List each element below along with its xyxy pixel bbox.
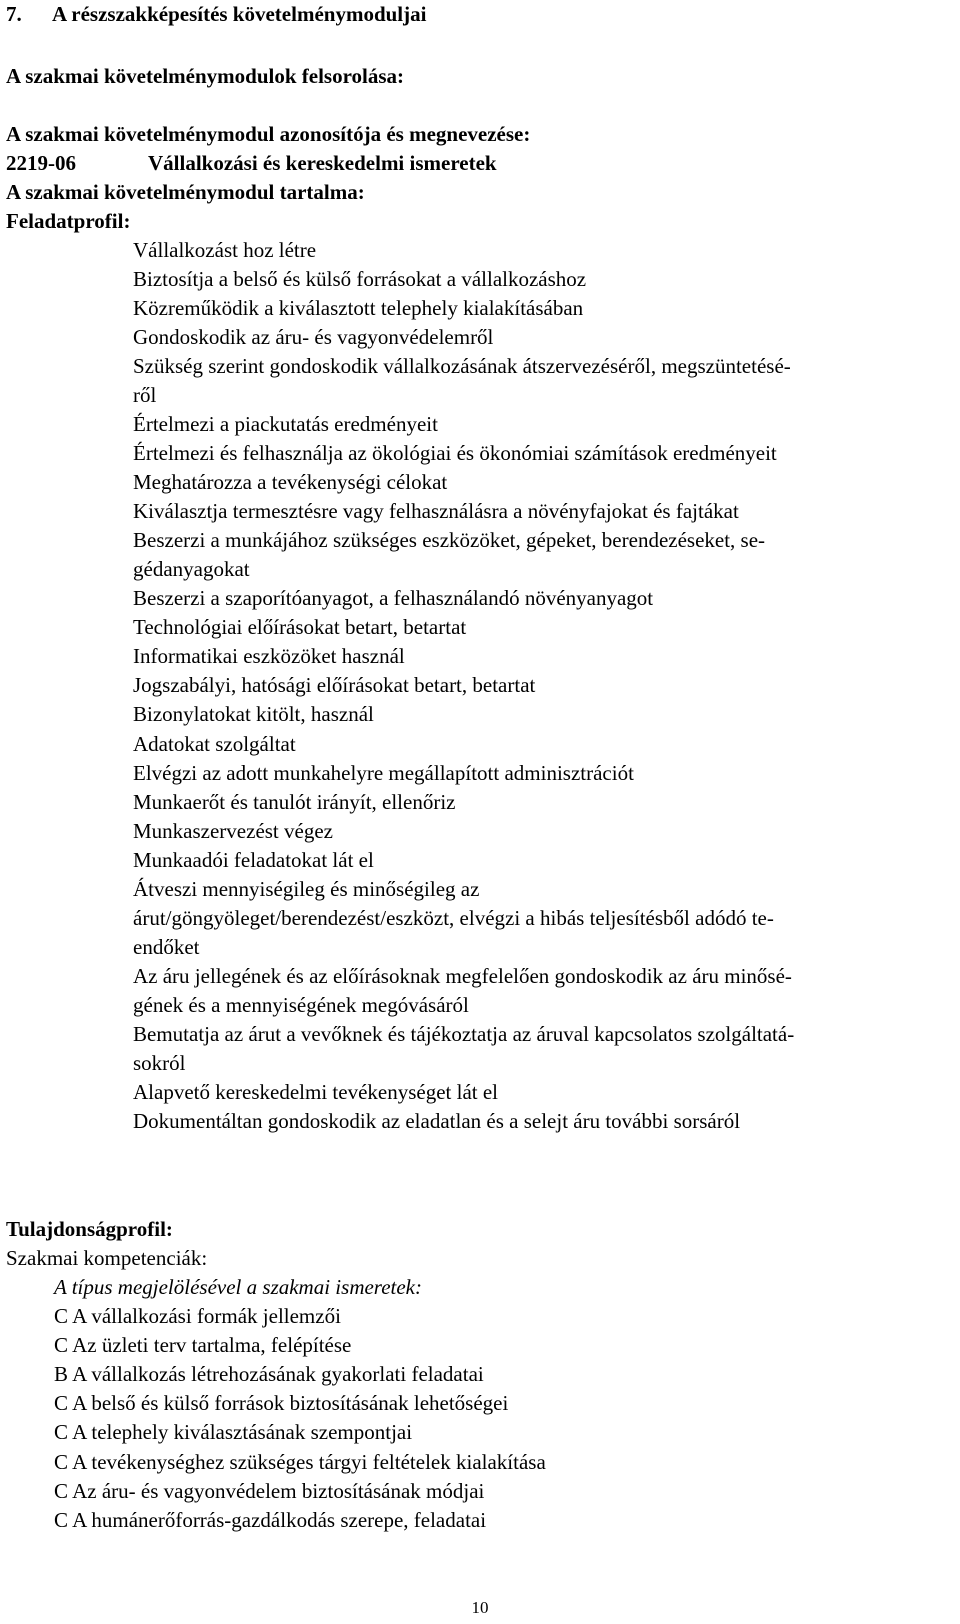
task-line: Munkaszervezést végez [133, 819, 333, 843]
task-line: Értelmezi és felhasználja az ökológiai és ökonómiai számítások eredményeit [133, 441, 777, 465]
task-line: Vállalkozást hoz létre [133, 238, 317, 262]
task-profile-heading: Feladatprofil: [6, 209, 131, 233]
task-line: Biztosítja a belső és külső forrásokat a vállalkozáshoz [133, 267, 587, 291]
task-line: Adatokat szolgáltat [133, 732, 296, 756]
task-line: Dokumentáltan gondoskodik az eladatlan és a selejt áru további sorsáról [133, 1109, 741, 1133]
knowledge-item: B A vállalkozás létrehozásának gyakorlati feladatai [54, 1362, 484, 1386]
task-line: árut/göngyöleget/berendezést/eszközt, elvégzi a hibás teljesítésből adódó te- [133, 906, 774, 930]
module-list-heading: A szakmai követelménymodulok felsorolása: [6, 64, 405, 88]
task-line: endőket [133, 935, 200, 959]
task-line: Átveszi mennyiségileg és minőségileg az [133, 877, 480, 901]
task-line: Munkaadói feladatokat lát el [133, 848, 374, 872]
task-line: Szükség szerint gondoskodik vállalkozásának átszervezéséről, megszüntetésé- [133, 354, 791, 378]
task-line: Közreműködik a kiválasztott telephely kialakításában [133, 296, 584, 320]
property-profile-heading: Tulajdonságprofil: [6, 1217, 173, 1241]
task-line: Meghatározza a tevékenységi célokat [133, 470, 448, 494]
task-line: Az áru jellegének és az előírásoknak megfelelően gondoskodik az áru minősé- [133, 964, 792, 988]
section-heading [6, 2, 426, 26]
knowledge-item: C A belső és külső források biztosításának lehetőségei [54, 1391, 509, 1415]
task-line: Kiválasztja termesztésre vagy felhasználásra a növényfajokat és fajtákat [133, 499, 739, 523]
knowledge-intro: A típus megjelölésével a szakmai ismeretek: [54, 1275, 422, 1299]
task-line: Alapvető kereskedelmi tevékenységet lát el [133, 1080, 499, 1104]
task-line: Beszerzi a munkájához szükséges eszközöket, gépeket, berendezéseket, se- [133, 528, 766, 552]
knowledge-item: C A humánerőforrás-gazdálkodás szerepe, feladatai [54, 1508, 487, 1532]
competencies-subheading: Szakmai kompetenciák: [6, 1246, 208, 1270]
task-line: Technológiai előírásokat betart, betartat [133, 615, 467, 639]
task-line: Gondoskodik az áru- és vagyonvédelemről [133, 325, 494, 349]
module-name: Vállalkozási és kereskedelmi ismeretek [148, 151, 497, 175]
page-number: 10 [471, 1598, 489, 1617]
task-line: Munkaerőt és tanulót irányít, ellenőriz [133, 790, 456, 814]
module-id-heading: A szakmai követelménymodul azonosítója és megnevezése: [6, 122, 531, 146]
knowledge-item: C Az üzleti terv tartalma, felépítése [54, 1333, 352, 1357]
task-line: Bizonylatokat kitölt, használ [133, 702, 374, 726]
knowledge-item: C Az áru- és vagyonvédelem biztosításának módjai [54, 1479, 485, 1503]
knowledge-item: C A telephely kiválasztásának szempontjai [54, 1420, 413, 1444]
task-line: Informatikai eszközöket használ [133, 644, 405, 668]
task-line: Értelmezi a piackutatás eredményeit [133, 412, 438, 436]
section-number: 7. [6, 2, 22, 26]
task-line: Beszerzi a szaporítóanyagot, a felhasználandó növényanyagot [133, 586, 654, 610]
task-line: Jogszabályi, hatósági előírásokat betart, betartat [133, 673, 536, 697]
task-line: Elvégzi az adott munkahelyre megállapított adminisztrációt [133, 761, 634, 785]
task-line: sokról [133, 1051, 186, 1075]
task-line: Bemutatja az árut a vevőknek és tájékoztatja az áruval kapcsolatos szolgáltatá- [133, 1022, 795, 1046]
section-title: A részszakképesítés követelménymoduljai [52, 2, 427, 26]
knowledge-item: C A vállalkozási formák jellemzői [54, 1304, 341, 1328]
module-code-line [6, 151, 497, 175]
content-heading: A szakmai követelménymodul tartalma: [6, 180, 365, 204]
task-line: ről [133, 383, 157, 407]
task-line: gének és a mennyiségének megóvásáról [133, 993, 469, 1017]
module-code: 2219-06 [6, 151, 76, 175]
task-line: gédanyagokat [133, 557, 250, 581]
knowledge-item: C A tevékenységhez szükséges tárgyi feltételek kialakítása [54, 1450, 546, 1474]
